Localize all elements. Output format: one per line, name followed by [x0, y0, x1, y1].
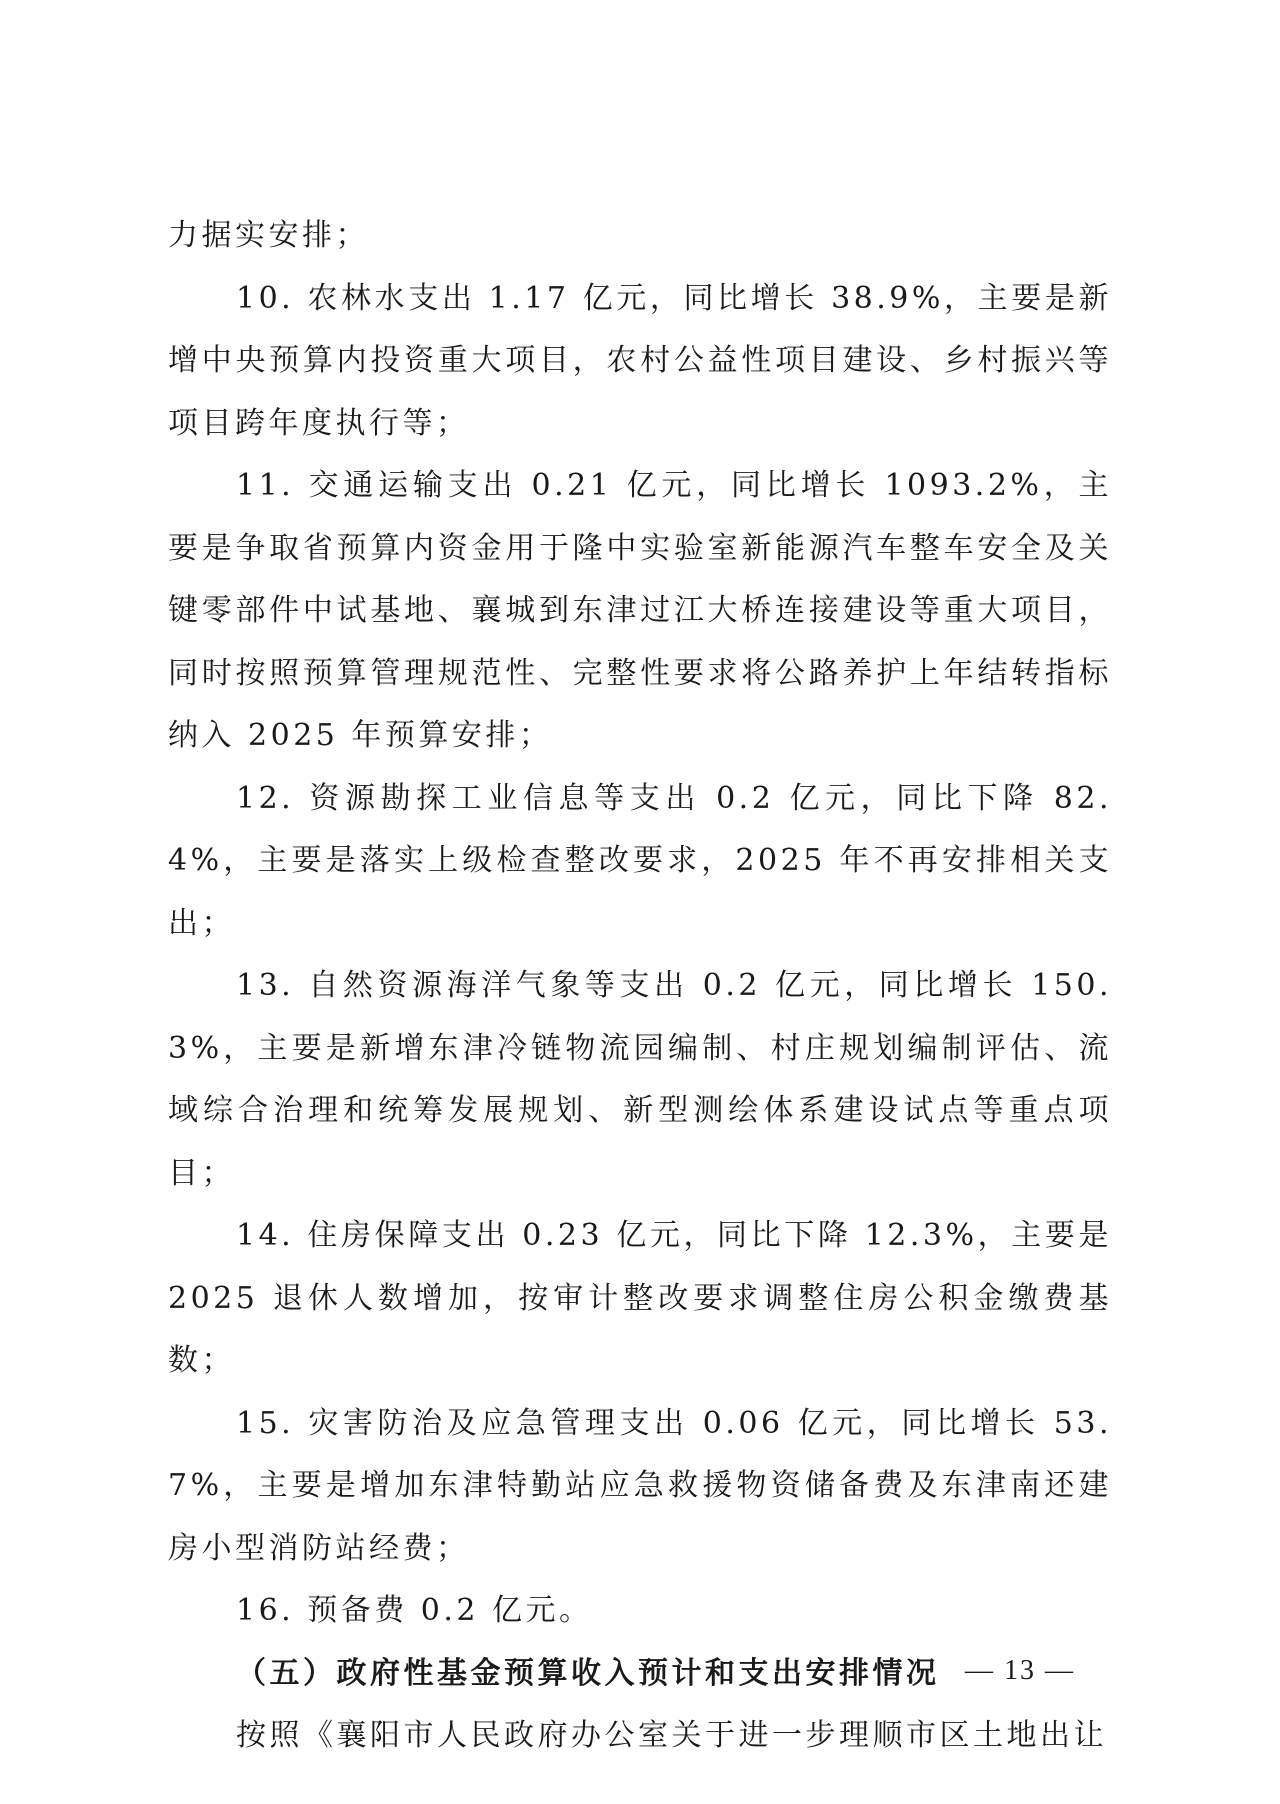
paragraph-item-13: 13. 自然资源海洋气象等支出 0.2 亿元，同比增长 150.3%，主要是新增东津冷链物流园编制、村庄规划编制评估、流域综合治理和统筹发展规划、新型测绘体系建设试点等重点项目； [168, 968, 1112, 1191]
paragraph-item-11: 11. 交通运输支出 0.21 亿元，同比增长 1093.2%，主要是争取省预算内资金用于隆中实验室新能源汽车整车安全及关键零部件中试基地、襄城到东津过江大桥连接建设等重大项目，同时按照预算管理规范性、完整性要求将公路养护上年结转指标纳入 2025 年预算安排； [168, 468, 1112, 753]
body-text [168, 205, 1112, 1768]
paragraph-item-15: 15. 灾害防治及应急管理支出 0.06 亿元，同比增长 53.7%，主要是增加东津特勤站应急救援物资储备费及东津南还建房小型消防站经费； [168, 1405, 1112, 1566]
section-heading: （五）政府性基金预算收入预计和支出安排情况 [236, 1655, 940, 1691]
paragraph-item-12: 12. 资源勘探工业信息等支出 0.2 亿元，同比下降 82.4%，主要是落实上级检查整改要求，2025 年不再安排相关支出； [168, 780, 1112, 941]
paragraph-item-16: 16. 预备费 0.2 亿元。 [236, 1593, 593, 1628]
paragraph-section-body: 按照《襄阳市人民政府办公室关于进一步理顺市区土地出让 [236, 1718, 1107, 1753]
paragraph-continuation: 力据实安排； [168, 218, 369, 253]
paragraph-item-10: 10. 农林水支出 1.17 亿元，同比增长 38.9%，主要是新增中央预算内投资重大项目，农村公益性项目建设、乡村振兴等项目跨年度执行等； [168, 280, 1112, 441]
page-number: — 13 — [965, 1655, 1075, 1686]
paragraph-item-14: 14. 住房保障支出 0.23 亿元，同比下降 12.3%，主要是 2025 退休人数增加，按审计整改要求调整住房公积金缴费基数； [168, 1218, 1112, 1378]
